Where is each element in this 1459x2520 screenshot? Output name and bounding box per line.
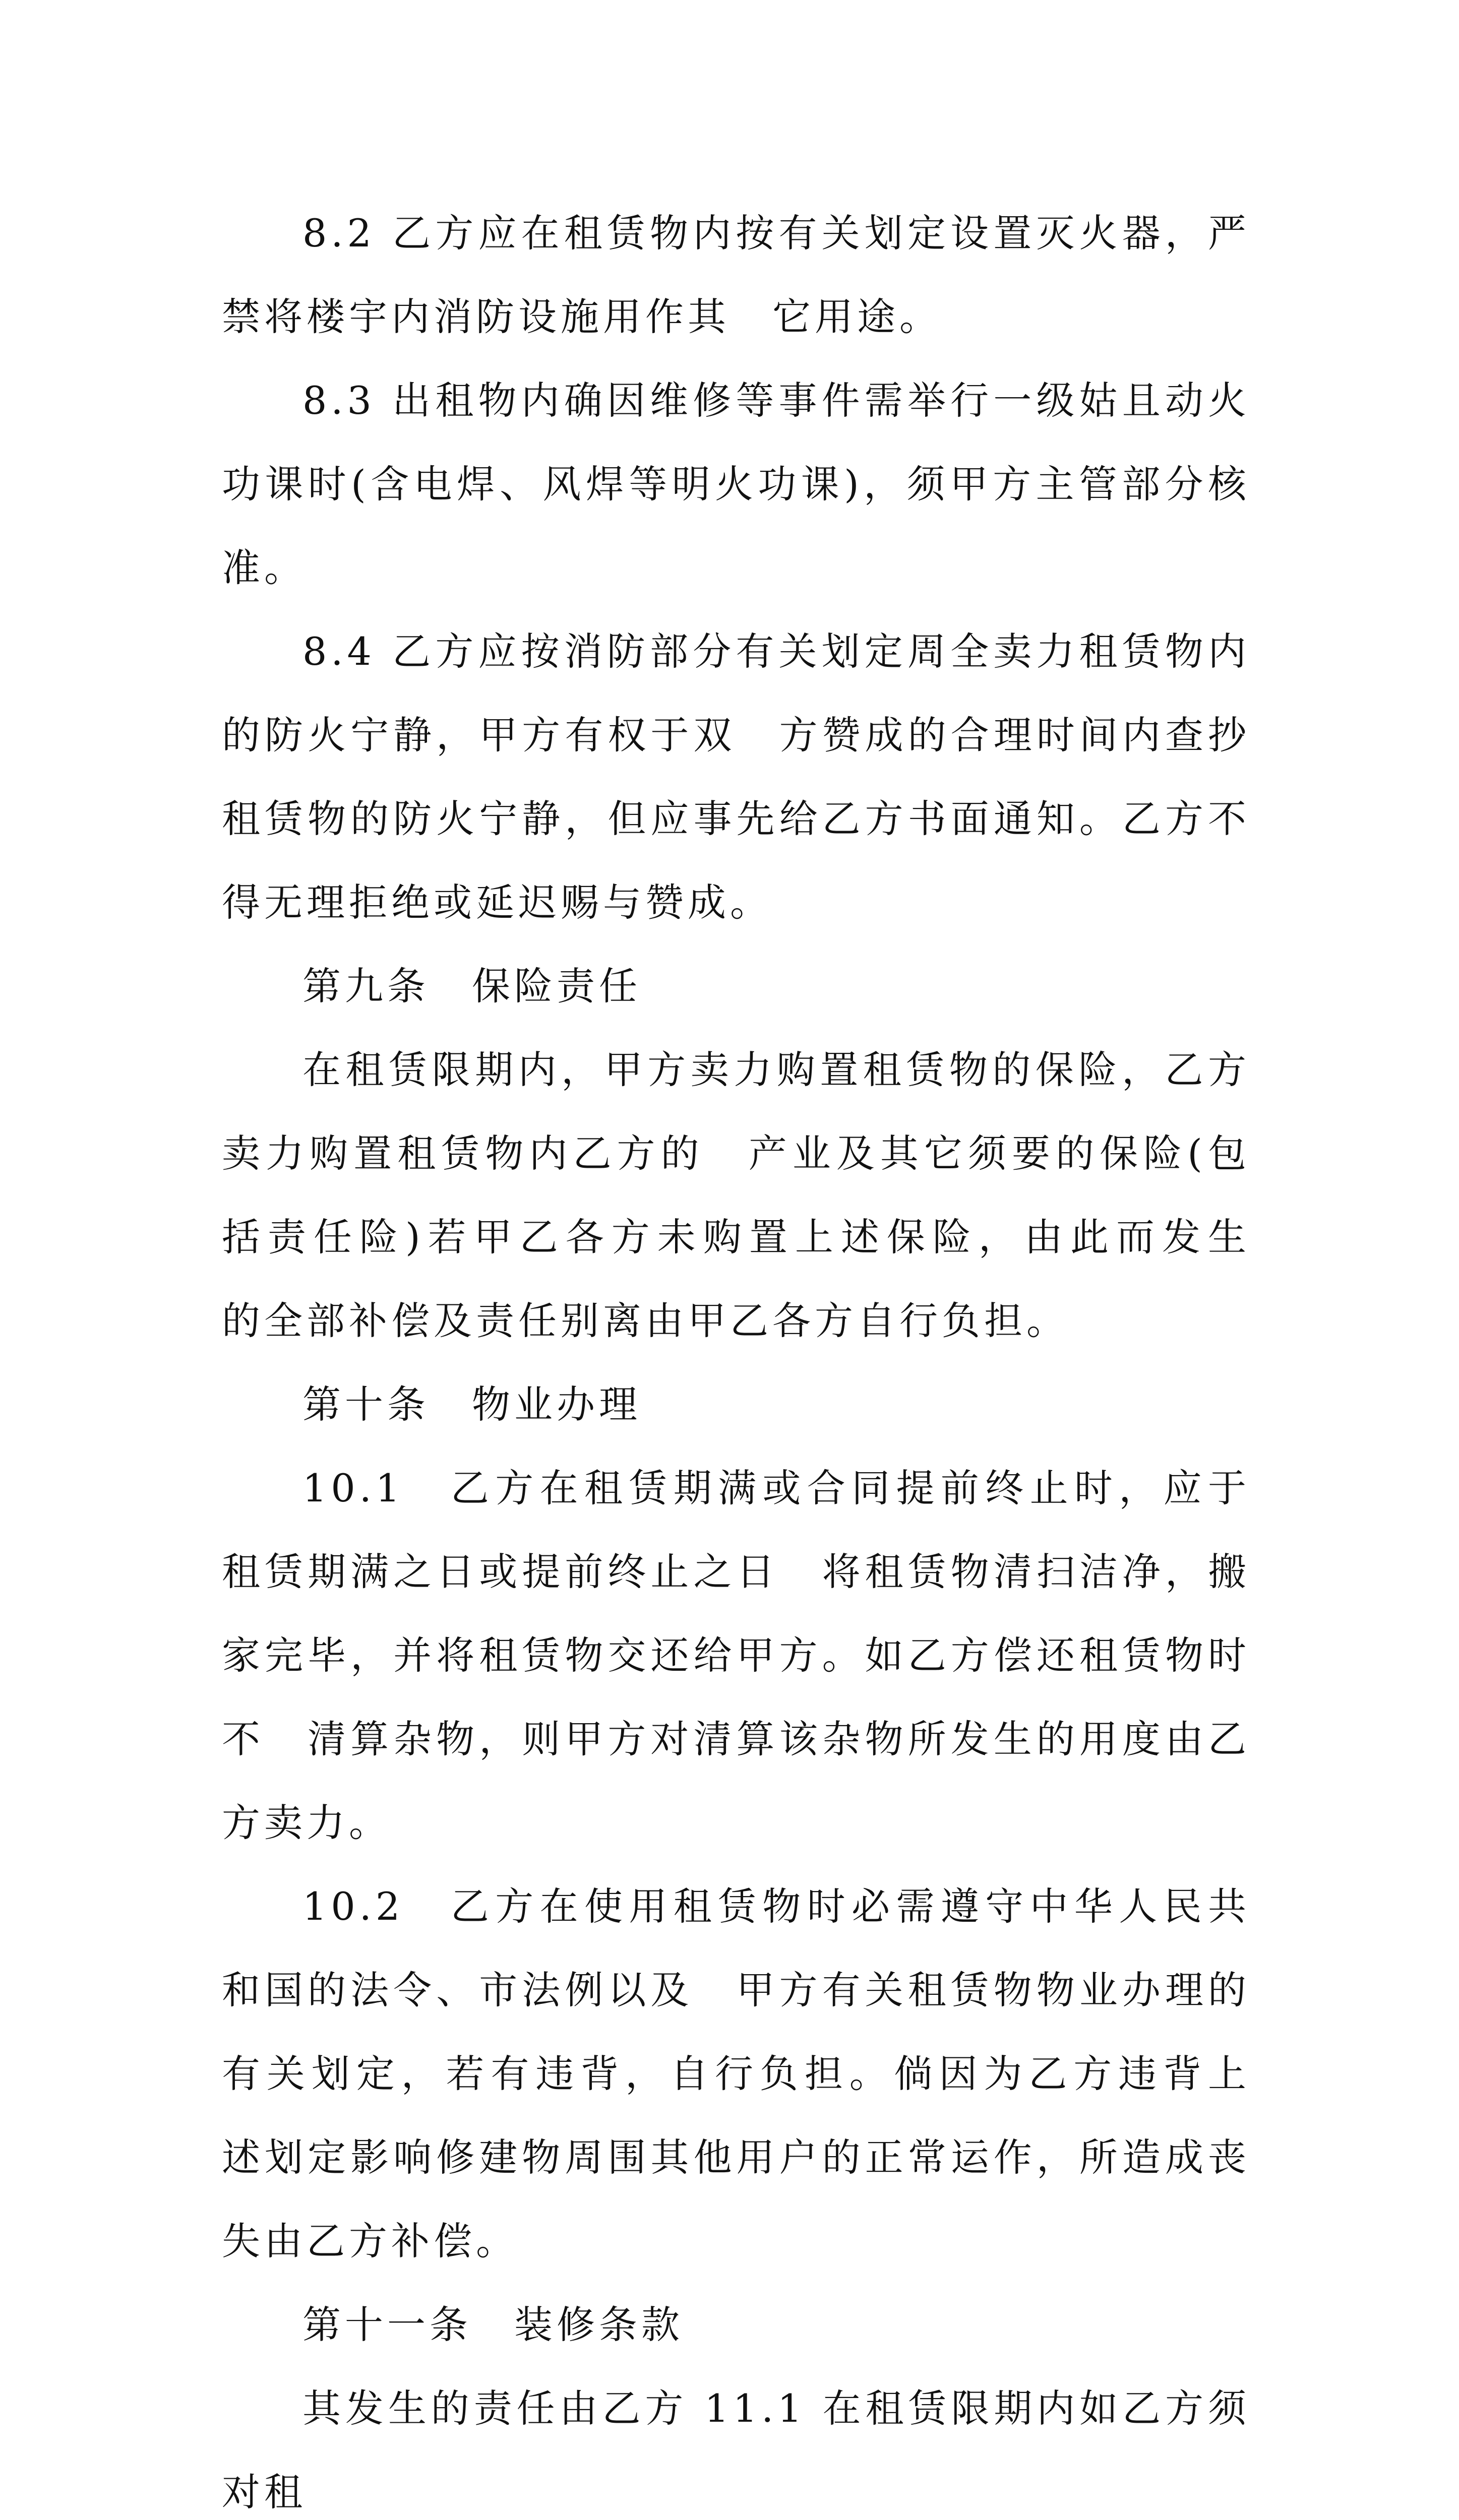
article-10-heading: 第十条 物业办理 [302, 1382, 641, 1427]
article-9-heading: 第九条 保险责任 [302, 964, 641, 1009]
clause-8-4-paragraph: 8.4 乙方应按消防部分有关划定周全卖力租赁物内的防火宁静，甲方有权于双 方赞成的合理时间内查抄租赁物的防火宁静，但应事先给乙方书面通知。乙方不 得无理拒绝或延迟赐与赞成。 [222, 629, 1293, 925]
clause-8-2-paragraph: 8.2 乙方应在租赁物内按有关划定设置灭火器，严禁将楼宇内消防设施用作其 它用途。 [222, 211, 1250, 339]
document-body [222, 192, 1293, 2520]
clause-8-3-paragraph: 8.3 出租物内确因维修等事件需举行一级姑且动火功课时(含电焊、风焊等明火功课)，须甲方主管部分核准。 [222, 378, 1250, 590]
clause-10-2-paragraph: 10.2 乙方在使用租赁物时必需遵守中华人民共和国的法令、市法例以及 甲方有关租赁物物业办理的有关划定，若有违背，自行负担。倘因为乙方违背上 述划定影响修建物周围其他用户的正常运作，所造成丧失由乙方补偿。 [222, 1884, 1293, 2263]
clause-11-1-paragraph: 其发生的责任由乙方 11.1 在租赁限期内如乙方须对租 [222, 2386, 1250, 2514]
clause-10-1-paragraph: 10.1 乙方在租赁期满或合同提前终止时，应于租赁期满之日或提前终止之日 将租赁物清扫洁净，搬家完毕，并将租赁物交还给甲方。如乙方偿还租赁物时不 清算杂物，则甲方对清算该杂物所发生的用度由乙方卖力。 [222, 1466, 1250, 1845]
article-9-paragraph: 在租赁限期内，甲方卖力购置租赁物的保险，乙方卖力购置租赁物内乙方的 产业及其它须要的保险(包括责任险)若甲乙各方未购置上述保险，由此而发生 的全部补偿及责任别离由甲乙各方自行负担。 [222, 1047, 1293, 1343]
article-11-heading: 第十一条 装修条款 [302, 2302, 684, 2347]
